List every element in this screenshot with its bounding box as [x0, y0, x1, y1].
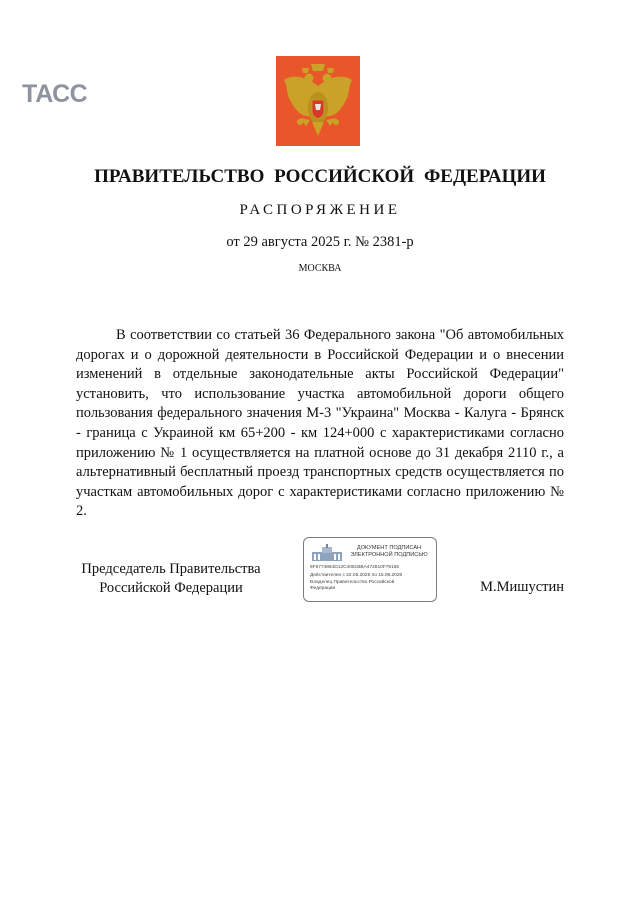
stamp-serial: 6F6774864D13C4081BBA472810F79155 [310, 565, 400, 570]
stamp-heading-line-2: ЭЛЕКТРОННОЙ ПОДПИСЬЮ [350, 552, 428, 558]
signer-name: М.Мишустин [480, 579, 564, 595]
stamp-owner-line-2: Федерации [310, 586, 336, 591]
stamp-validity: Действителен с 22.05.2025 по 15.08.2026 [310, 573, 403, 578]
signer-title-line-1: Председатель Правительства [81, 561, 261, 577]
document-city: МОСКВА [298, 263, 342, 274]
document-date-number: от 29 августа 2025 г. № 2381-р [226, 234, 414, 250]
signer-title [76, 560, 266, 598]
document-type: РАСПОРЯЖЕНИЕ [239, 202, 401, 218]
stamp-heading-line-1: ДОКУМЕНТ ПОДПИСАН [356, 545, 422, 551]
government-title: ПРАВИТЕЛЬСТВО РОССИЙСКОЙ ФЕДЕРАЦИИ [94, 166, 546, 187]
agency-logo: ТАСС [22, 80, 88, 108]
stamp-heading [344, 545, 434, 559]
stamp-owner-line-1: Владелец Правительство Российской [310, 580, 395, 585]
signer-title-line-2: Российской Федерации [99, 580, 243, 596]
coat-of-arms-emblem [276, 56, 360, 146]
electronic-signature-stamp [303, 537, 437, 602]
government-building-icon [310, 544, 344, 562]
decree-body-paragraph: В соответствии со статьей 36 Федерального закона "Об автомобильных дорогах и о дорожной деятельности в Российской Федерации и о внесении изменений в отдельные законодательные акты Российской Федерации" установить, что использование участка автомобильной дороги общего пользования федерального значения М-3 "Украина" Москва - Калуга - Брянск - граница с Украиной км 65+200 - км 124+000 с характеристиками согласно приложению № 1 осуществляется на платной основе до 31 декабря 2110 г., а альтернативный бесплатный проезд транспортных средств осуществляется по участкам автомобильных дорог с характеристиками согласно приложению № 2. [76, 327, 564, 520]
